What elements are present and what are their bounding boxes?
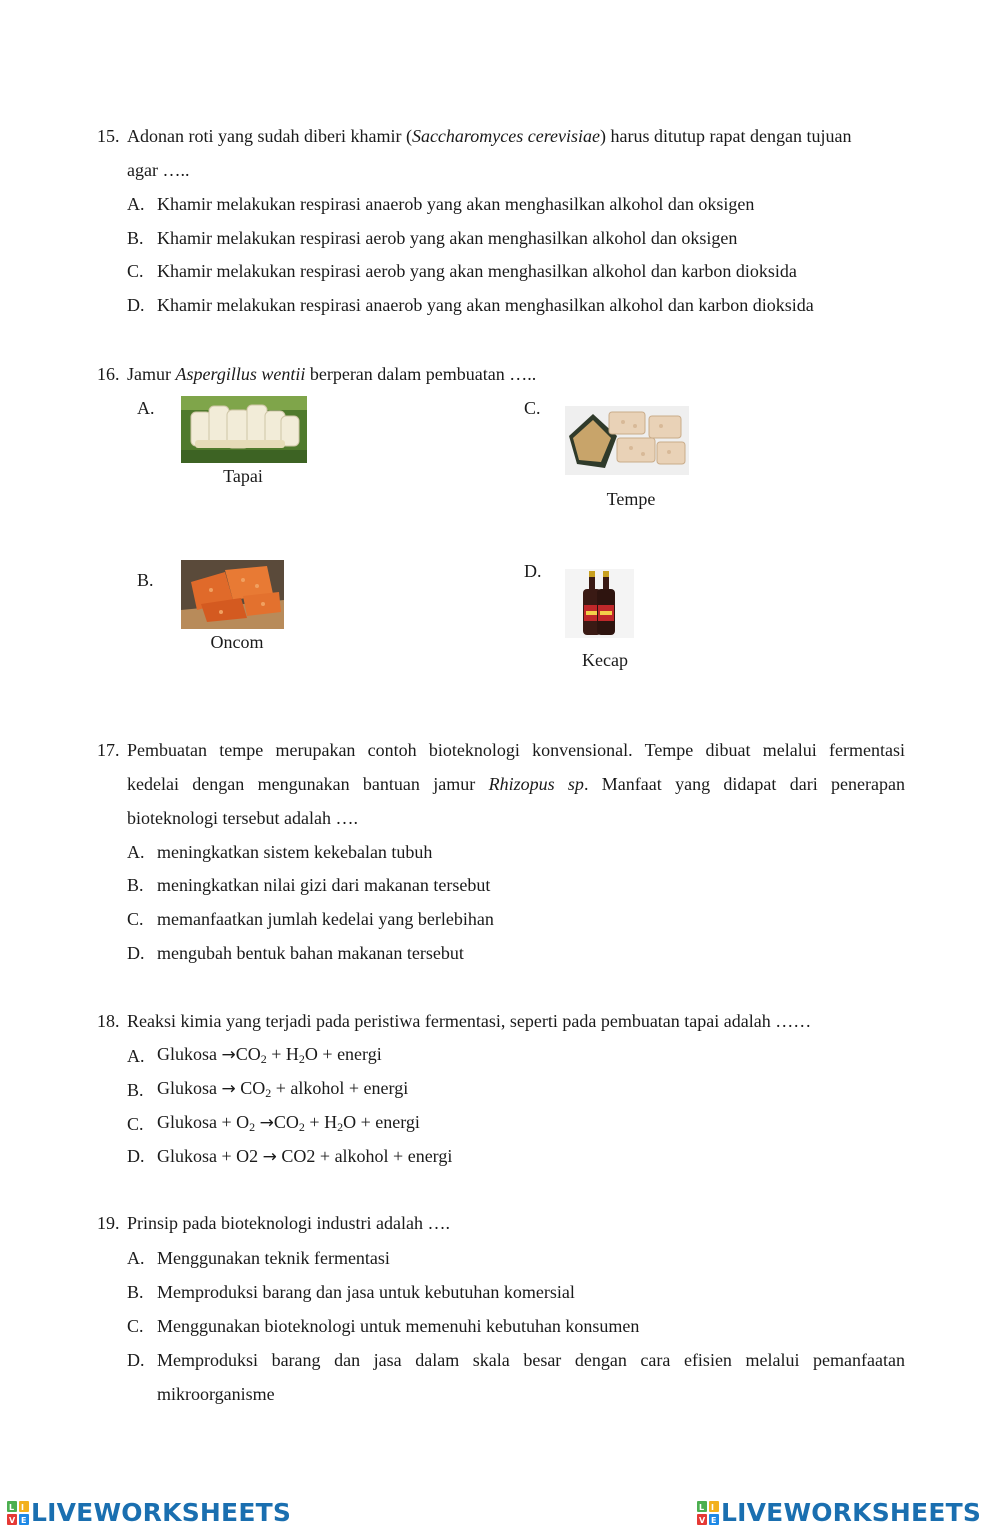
kecap-photo[interactable] [565, 569, 634, 638]
right-arrow-icon: → [262, 1147, 277, 1167]
liveworksheets-logo-icon [697, 1501, 719, 1525]
q18-text: Reaksi kimia yang terjadi pada peristiwa fermentasi, seperti pada pembuatan tapai adalah …… [127, 1011, 812, 1031]
q19-option-a-text[interactable]: Menggunakan teknik fermentasi [157, 1248, 390, 1268]
q15-option-a-letter[interactable]: A. [127, 194, 145, 214]
q17-number: 17. [97, 740, 120, 760]
q18-option-c-letter[interactable]: C. [127, 1114, 144, 1134]
q15-option-b-text[interactable]: Khamir melakukan respirasi aerob yang akan menghasilkan alkohol dan oksigen [157, 228, 738, 248]
tapai-photo[interactable] [181, 396, 307, 463]
q17-text-line3: bioteknologi tersebut adalah …. [127, 808, 358, 828]
svg-text:E: E [21, 1516, 27, 1525]
right-arrow-icon: → [221, 1079, 236, 1099]
q17-option-d-text[interactable]: mengubah bentuk bahan makanan tersebut [157, 943, 464, 963]
q16-option-c-caption: Tempe [606, 489, 656, 509]
svg-text:I: I [21, 1503, 25, 1512]
q17-option-d-letter[interactable]: D. [127, 943, 145, 963]
q17-option-a-letter[interactable]: A. [127, 842, 145, 862]
q16-option-c-letter[interactable]: C. [524, 398, 541, 418]
liveworksheets-logo-left[interactable] [7, 1496, 291, 1530]
q15-number: 15. [97, 126, 120, 146]
q17-text-line1: Pembuatan tempe merupakan contoh bioteknologi konvensional. Tempe dibuat melalui fermentasi [127, 740, 905, 760]
q16-option-b-caption: Oncom [210, 632, 264, 652]
liveworksheets-logo-text: LIVEWORKSHEETS [721, 1498, 982, 1527]
svg-text:L: L [699, 1503, 705, 1512]
q16-option-b-letter[interactable]: B. [137, 570, 154, 590]
q15-option-a-text[interactable]: Khamir melakukan respirasi anaerob yang akan menghasilkan alkohol dan oksigen [157, 194, 755, 214]
q15-option-c-text[interactable]: Khamir melakukan respirasi aerob yang akan menghasilkan alkohol dan karbon dioksida [157, 261, 797, 281]
q16-number: 16. [97, 364, 120, 384]
q18-option-b-letter[interactable]: B. [127, 1080, 144, 1100]
liveworksheets-logo-icon [7, 1501, 29, 1525]
liveworksheets-logo-right[interactable] [697, 1496, 981, 1530]
q17-text-line2: kedelai dengan mengunakan bantuan jamur Rhizopus sp. Manfaat yang didapat dari penerapan [127, 774, 906, 794]
q19-option-c-text[interactable]: Menggunakan bioteknologi untuk memenuhi kebutuhan konsumen [157, 1316, 640, 1336]
svg-text:I: I [711, 1503, 715, 1512]
q15-option-d-text[interactable]: Khamir melakukan respirasi anaerob yang akan menghasilkan alkohol dan karbon dioksida [157, 295, 814, 315]
oncom-photo[interactable] [181, 560, 284, 629]
q19-number: 19. [97, 1213, 120, 1233]
q16-option-a-letter[interactable]: A. [137, 398, 155, 418]
q16-option-a-caption: Tapai [223, 466, 263, 486]
q19-option-d-text-line1[interactable]: Memproduksi barang dan jasa dalam skala besar dengan cara efisien melalui pemanfaatan [157, 1350, 905, 1370]
q16-option-d-caption: Kecap [582, 650, 628, 670]
q15-text-line1: Adonan roti yang sudah diberi khamir (Saccharomyces cerevisiae) harus ditutup rapat dengan tujuan [127, 126, 852, 146]
q19-option-a-letter[interactable]: A. [127, 1248, 145, 1268]
q15-option-b-letter[interactable]: B. [127, 228, 144, 248]
right-arrow-icon: → [221, 1045, 236, 1065]
q18-option-a-text[interactable]: Glukosa $\to CO_2 + H_2O$ + energi [157, 1044, 382, 1066]
q17-option-b-letter[interactable]: B. [127, 875, 144, 895]
q19-text: Prinsip pada bioteknologi industri adalah …. [127, 1213, 450, 1233]
q15-text-line2: agar ….. [127, 160, 190, 180]
q17-option-c-letter[interactable]: C. [127, 909, 144, 929]
q19-option-d-letter[interactable]: D. [127, 1350, 145, 1370]
q16-option-d-letter[interactable]: D. [524, 561, 542, 581]
right-arrow-icon: → [259, 1113, 274, 1133]
q19-option-d-text-line2[interactable]: mikroorganisme [157, 1384, 275, 1404]
svg-text:V: V [699, 1516, 706, 1525]
svg-text:E: E [711, 1516, 717, 1525]
svg-text:V: V [9, 1516, 16, 1525]
q18-option-c-text[interactable]: Glukosa + $O_2 \to CO_2 + H_2O$ + energi [157, 1112, 420, 1134]
q15-option-c-letter[interactable]: C. [127, 261, 144, 281]
q18-number: 18. [97, 1011, 120, 1031]
q17-option-c-text[interactable]: memanfaatkan jumlah kedelai yang berlebihan [157, 909, 494, 929]
q19-option-b-text[interactable]: Memproduksi barang dan jasa untuk kebutuhan komersial [157, 1282, 575, 1302]
q18-option-b-text[interactable]: Glukosa → $CO_2$ + alkohol + energi [157, 1078, 409, 1100]
q19-option-c-letter[interactable]: C. [127, 1316, 144, 1336]
q16-text: Jamur Aspergillus wentii berperan dalam pembuatan ….. [127, 364, 537, 384]
q18-option-d-letter[interactable]: D. [127, 1146, 145, 1166]
svg-text:L: L [9, 1503, 15, 1512]
q18-option-a-letter[interactable]: A. [127, 1046, 145, 1066]
liveworksheets-logo-text: LIVEWORKSHEETS [31, 1498, 292, 1527]
tempe-photo[interactable] [565, 406, 689, 475]
q17-option-a-text[interactable]: meningkatkan sistem kekebalan tubuh [157, 842, 433, 862]
q17-option-b-text[interactable]: meningkatkan nilai gizi dari makanan tersebut [157, 875, 491, 895]
q19-option-b-letter[interactable]: B. [127, 1282, 144, 1302]
q15-option-d-letter[interactable]: D. [127, 295, 145, 315]
q18-option-d-text[interactable]: Glukosa + O2 → CO2 + alkohol + energi [157, 1146, 453, 1167]
